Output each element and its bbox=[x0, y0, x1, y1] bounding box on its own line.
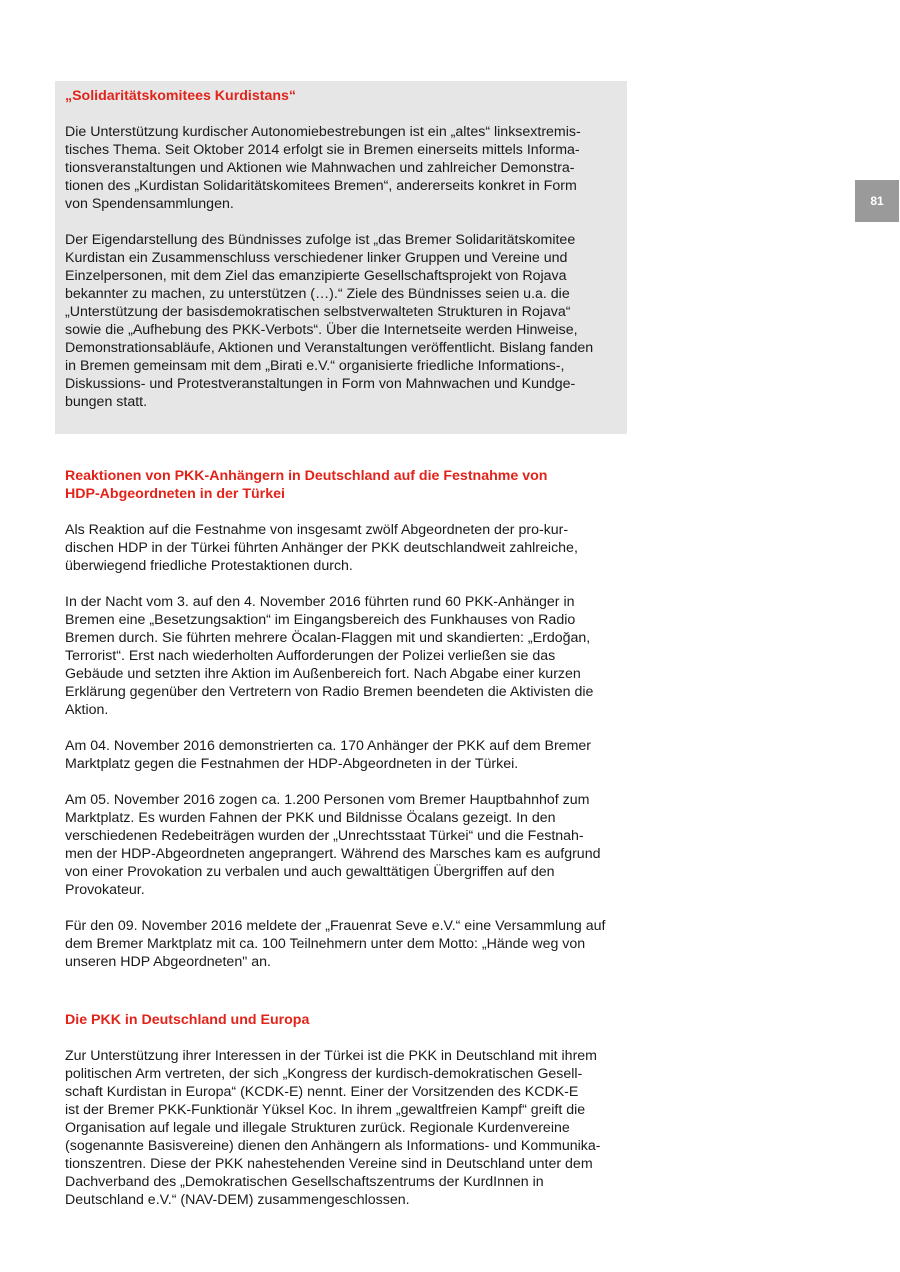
text-line: „Unterstützung der basisdemokratischen selbstverwalteten Strukturen in Rojava“ bbox=[65, 304, 571, 320]
text-line: Dachverband des „Demokratischen Gesellschaftszentrums der KurdInnen in bbox=[65, 1174, 544, 1190]
text-line: Am 04. November 2016 demonstrierten ca. 170 Anhänger der PKK auf dem Bremer bbox=[65, 738, 592, 754]
page-number: 81 bbox=[855, 180, 899, 222]
text-line: dischen HDP in der Türkei führten Anhänger der PKK deutschlandweit zahlreiche, bbox=[65, 540, 578, 556]
text-line: ist der Bremer PKK-Funktionär Yüksel Koc. In ihrem „gewaltfreien Kampf“ greift die bbox=[65, 1102, 586, 1118]
text-line: von Spendensammlungen. bbox=[65, 196, 234, 212]
text-line: Provokateur. bbox=[65, 882, 145, 898]
text-line: Terrorist“. Erst nach wiederholten Aufforderungen der Polizei verließen sie das bbox=[65, 648, 556, 664]
info-box-content bbox=[65, 87, 610, 411]
text-line: Diskussions- und Protestveranstaltungen in Form von Mahnwachen und Kundge- bbox=[65, 376, 576, 392]
text-line: politischen Arm vertreten, der sich „Kongress der kurdisch-demokratischen Gesell- bbox=[65, 1066, 583, 1082]
text-line: bungen statt. bbox=[65, 394, 148, 410]
paragraph bbox=[65, 521, 620, 575]
text-line: Marktplatz gegen die Festnahmen der HDP-Abgeordneten in der Türkei. bbox=[65, 756, 519, 772]
text-line: von einer Provokation zu verbalen und auch gewalttätigen Übergriffen auf den bbox=[65, 864, 555, 880]
section-pkk-europe-heading bbox=[65, 1011, 620, 1029]
text-line: Demonstrationsabläufe, Aktionen und Veranstaltungen veröffentlicht. Bislang fanden bbox=[65, 340, 594, 356]
text-line: unseren HDP Abgeordneten" an. bbox=[65, 954, 271, 970]
section-pkk-europe bbox=[65, 1011, 620, 1209]
section-pkk-reactions-heading bbox=[65, 467, 620, 503]
text-line: Als Reaktion auf die Festnahme von insgesamt zwölf Abgeordneten der pro-kur- bbox=[65, 522, 569, 538]
text-line: Der Eigendarstellung des Bündnisses zufolge ist „das Bremer Solidaritätskomitee bbox=[65, 232, 576, 248]
text-line: Gebäude und setzten ihre Aktion im Außenbereich fort. Nach Abgabe einer kurzen bbox=[65, 666, 581, 682]
text-line: tionsveranstaltungen und Aktionen wie Mahnwachen und zahlreicher Demonstra- bbox=[65, 160, 575, 176]
text-line: Für den 09. November 2016 meldete der „Frauenrat Seve e.V.“ eine Versammlung auf bbox=[65, 918, 606, 934]
section-pkk-reactions bbox=[65, 467, 620, 971]
text-line: Die Unterstützung kurdischer Autonomiebestrebungen ist ein „altes“ linksextremis- bbox=[65, 124, 581, 140]
text-line: Zur Unterstützung ihrer Interessen in der Türkei ist die PKK in Deutschland mit ihrem bbox=[65, 1048, 597, 1064]
paragraph bbox=[65, 737, 620, 773]
text-line: überwiegend friedliche Protestaktionen durch. bbox=[65, 558, 353, 574]
paragraph bbox=[65, 917, 620, 971]
text-line: tionszentren. Diese der PKK nahestehenden Vereine sind in Deutschland unter dem bbox=[65, 1156, 593, 1172]
text-line: Organisation auf legale und illegale Strukturen zurück. Regionale Kurdenvereine bbox=[65, 1120, 570, 1136]
paragraph bbox=[65, 791, 620, 899]
text-line: Marktplatz. Es wurden Fahnen der PKK und Bildnisse Öcalans gezeigt. In den bbox=[65, 810, 556, 826]
paragraph bbox=[65, 123, 610, 213]
text-line: Kurdistan ein Zusammenschluss verschiedener linker Gruppen und Vereine und bbox=[65, 250, 568, 266]
text-line: in Bremen gemeinsam mit dem „Birati e.V.“ organisierte friedliche Informations-, bbox=[65, 358, 565, 374]
paragraph bbox=[65, 231, 610, 411]
text-line: sowie die „Aufhebung des PKK-Verbots“. Über die Internetseite werden Hinweise, bbox=[65, 322, 578, 338]
text-line: Bremen eine „Besetzungsaktion“ im Eingangsbereich des Funkhauses von Radio bbox=[65, 612, 576, 628]
text-line: Am 05. November 2016 zogen ca. 1.200 Personen vom Bremer Hauptbahnhof zum bbox=[65, 792, 590, 808]
text-line: Die PKK in Deutschland und Europa bbox=[65, 1012, 310, 1028]
text-line: Deutschland e.V.“ (NAV-DEM) zusammengeschlossen. bbox=[65, 1192, 410, 1208]
text-line: Einzelpersonen, mit dem Ziel das emanzipierte Gesellschaftsprojekt von Rojava bbox=[65, 268, 567, 284]
text-line: men der HDP-Abgeordneten angeprangert. Während des Marsches kam es aufgrund bbox=[65, 846, 601, 862]
paragraph bbox=[65, 1047, 620, 1209]
text-line: verschiedenen Redebeiträgen wurden der „Unrechtsstaat Türkei“ und die Festnah- bbox=[65, 828, 584, 844]
text-line: Reaktionen von PKK-Anhängern in Deutschland auf die Festnahme von bbox=[65, 468, 548, 484]
text-line: dem Bremer Marktplatz mit ca. 100 Teilnehmern unter dem Motto: „Hände weg von bbox=[65, 936, 586, 952]
text-line: HDP-Abgeordneten in der Türkei bbox=[65, 486, 285, 502]
text-line: tisches Thema. Seit Oktober 2014 erfolgt sie in Bremen einerseits mittels Informa- bbox=[65, 142, 580, 158]
text-line: Aktion. bbox=[65, 702, 109, 718]
text-line: Erklärung gegenüber den Vertretern von Radio Bremen beendeten die Aktivisten die bbox=[65, 684, 594, 700]
section-pkk-europe-body bbox=[65, 1047, 620, 1209]
paragraph bbox=[65, 593, 620, 719]
text-line: bekannter zu machen, zu unterstützen (…).“ Ziele des Bündnisses seien u.a. die bbox=[65, 286, 570, 302]
info-box-title: „Solidaritätskomitees Kurdistans“ bbox=[65, 88, 297, 104]
info-box-body bbox=[65, 123, 610, 411]
text-line: In der Nacht vom 3. auf den 4. November 2016 führten rund 60 PKK-Anhänger in bbox=[65, 594, 575, 610]
section-pkk-reactions-body bbox=[65, 521, 620, 971]
text-line: tionen des „Kurdistan Solidaritätskomitees Bremen“, andererseits konkret in Form bbox=[65, 178, 577, 194]
text-line: Bremen durch. Sie führten mehrere Öcalan-Flaggen mit und skandierten: „Erdoğan, bbox=[65, 630, 591, 646]
text-line: (sogenannte Basisvereine) dienen den Anhängern als Informations- und Kommunika- bbox=[65, 1138, 601, 1154]
text-line: schaft Kurdistan in Europa“ (KCDK-E) nennt. Einer der Vorsitzenden des KCDK-E bbox=[65, 1084, 579, 1100]
